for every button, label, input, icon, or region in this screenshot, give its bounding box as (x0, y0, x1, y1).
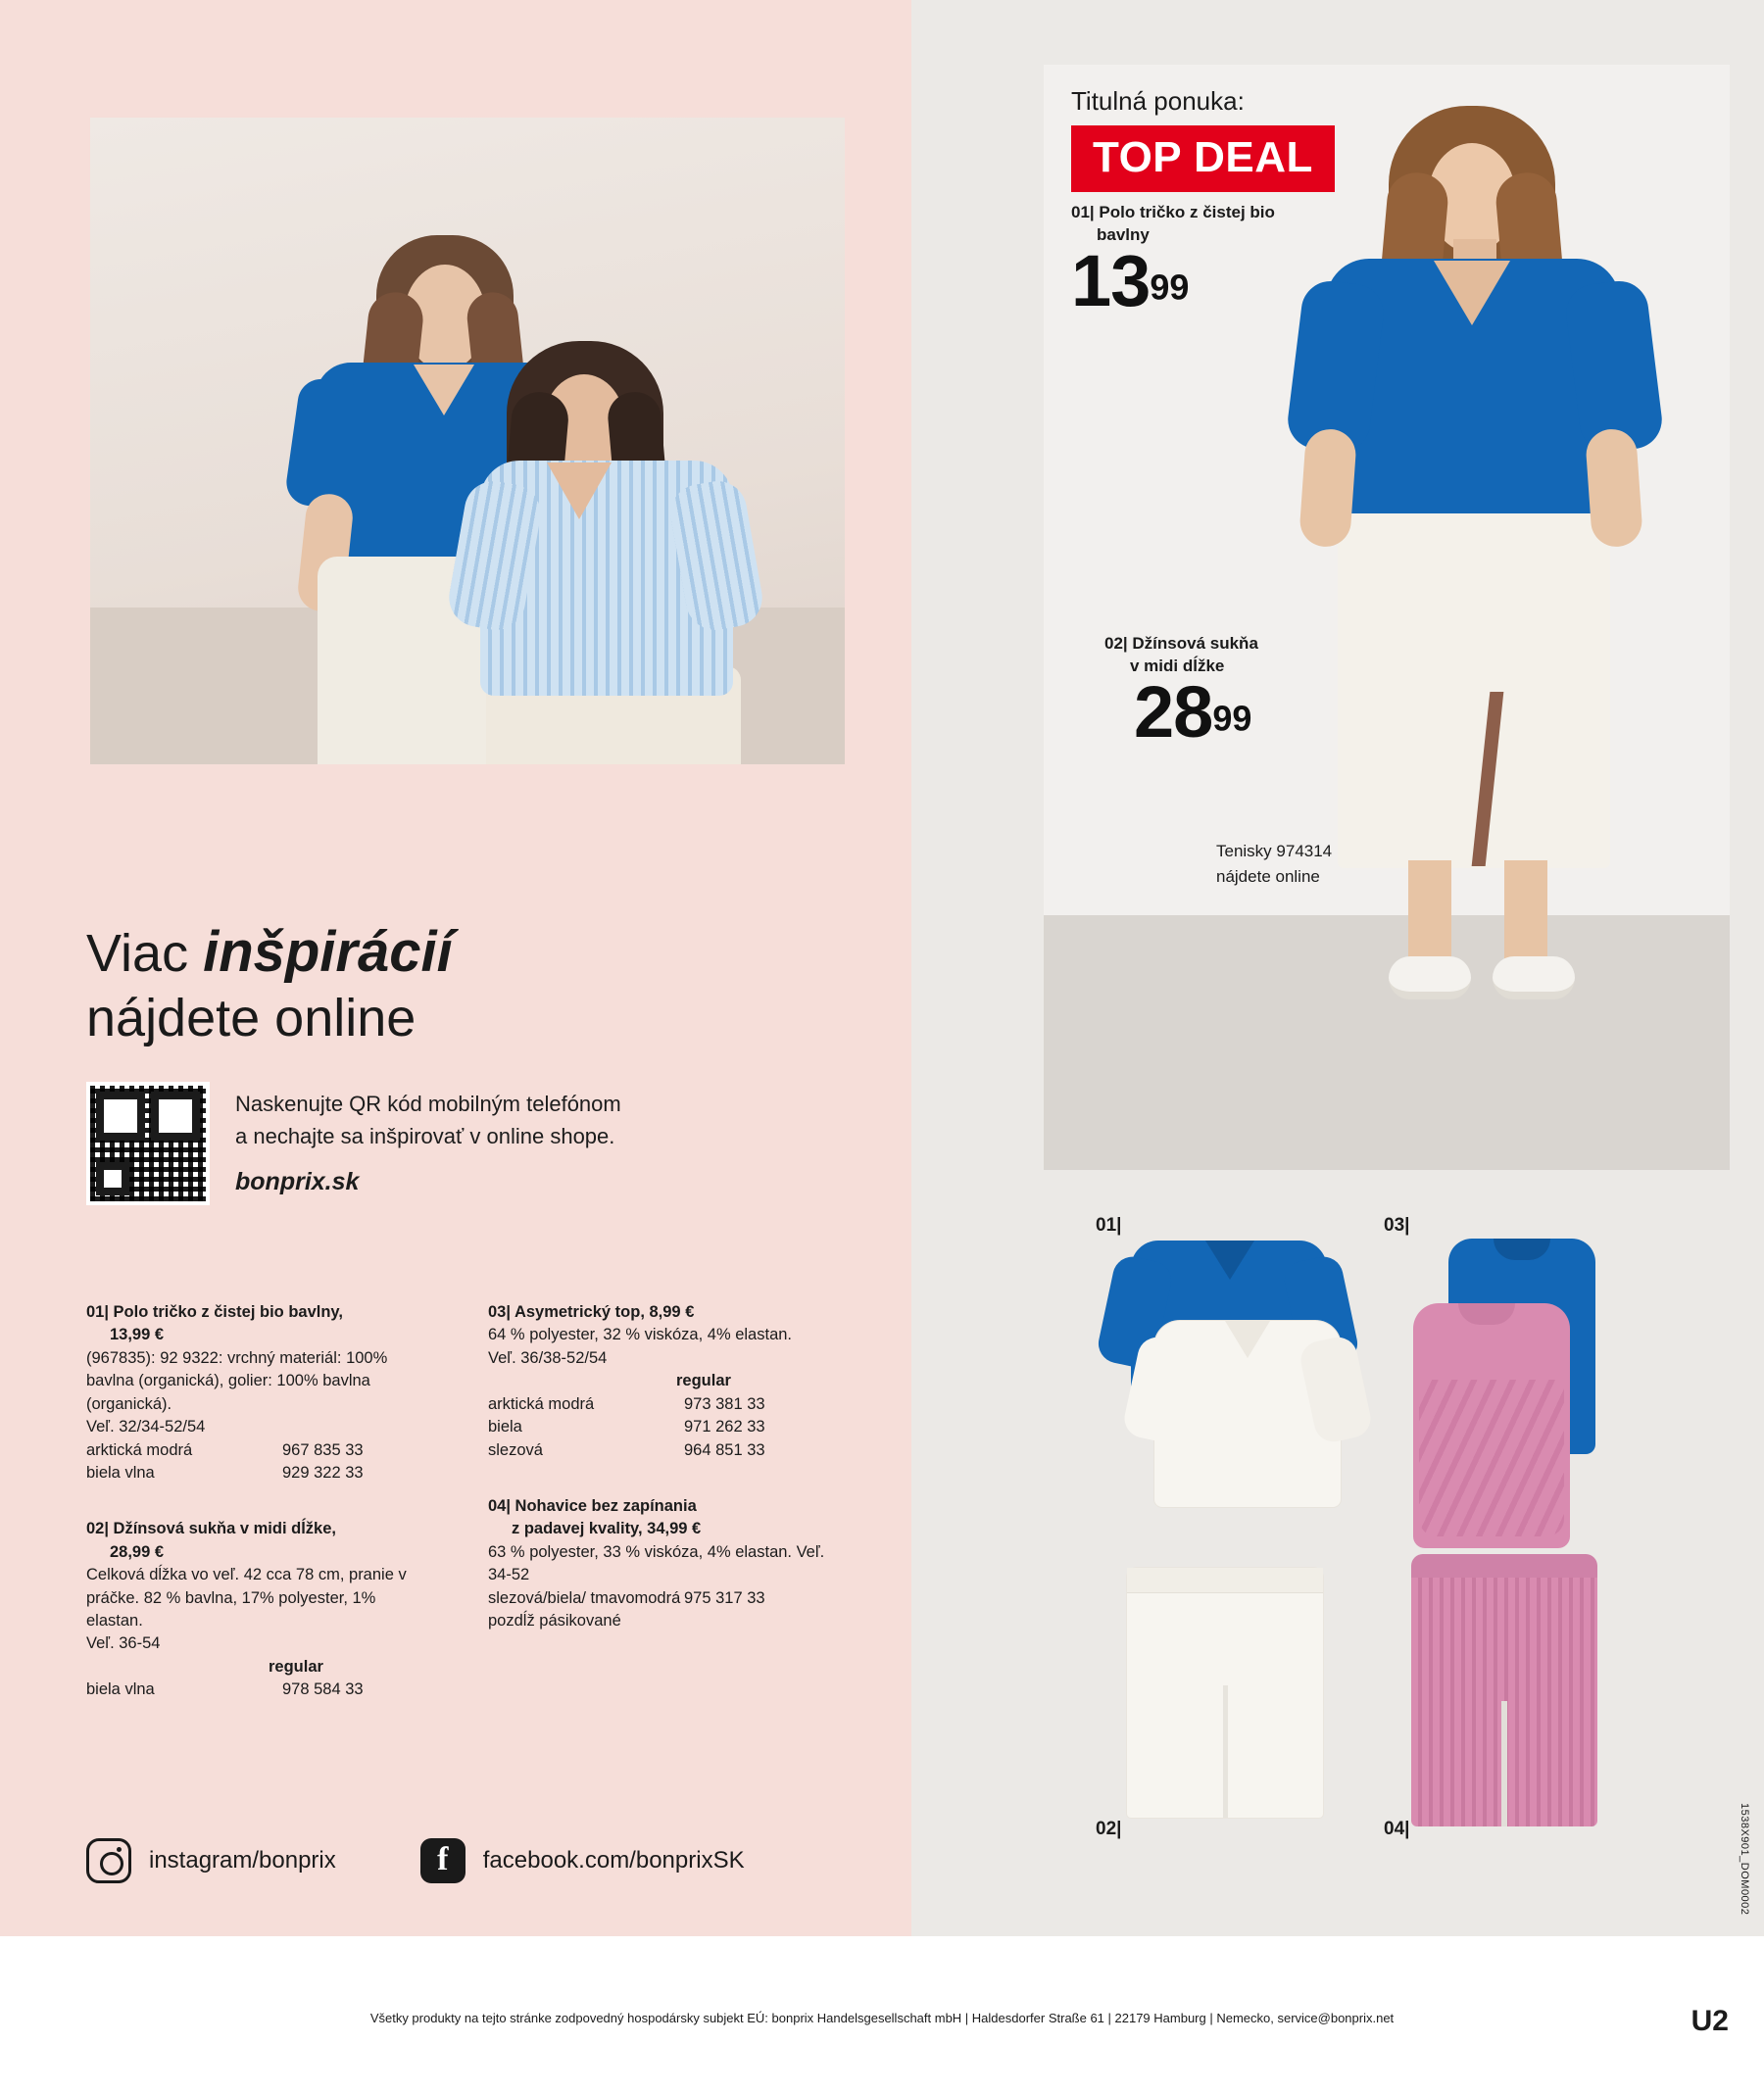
striped-trousers-waistband (1411, 1554, 1597, 1578)
deal-item-01-price-int: 13 (1071, 240, 1151, 321)
product-02-description: Celková dĺžka vo veľ. 42 cca 78 cm, pranie v práčke. 82 % bavlna, 17% polyester, 1% elastan. (86, 1566, 407, 1631)
qr-promo-block (86, 1082, 621, 1205)
qr-eye-bottom-left (96, 1162, 129, 1195)
deal-item-01-number: 01| (1071, 203, 1095, 221)
facebook-link[interactable] (420, 1838, 745, 1883)
product-03-sizes: Veľ. 36/38-52/54 (488, 1348, 608, 1367)
product-04-title: 04| Nohavice bez zapínania (488, 1496, 697, 1515)
product-03-title: 03| Asymetrický top, 8,99 € (488, 1303, 695, 1321)
product-03-description: 64 % polyester, 32 % viskóza, 4% elastan. (488, 1326, 793, 1344)
product-01-color-1: arktická modrá (86, 1440, 193, 1459)
product-03-fit-label: regular (676, 1372, 731, 1390)
headline-line2: nájdete online (86, 988, 416, 1047)
product-02-sizes: Veľ. 36-54 (86, 1634, 161, 1653)
details-column-right (488, 1301, 831, 1666)
product-01-description: (967835): 92 9322: vrchný materiál: 100% bavlna (organická), golier: 100% bavlna (organická). (86, 1348, 388, 1413)
instagram-link[interactable] (86, 1838, 336, 1883)
qr-instructions (235, 1082, 621, 1201)
product-02-fit-label: regular (269, 1657, 323, 1676)
product-02-color-1: biela vlna (86, 1680, 155, 1699)
deal-photo-floor (1044, 915, 1730, 1170)
grid-label-01: 01| (1096, 1215, 1122, 1236)
product-04-code-1: 975 317 33 (684, 1588, 765, 1607)
product-03-variant-row (488, 1439, 831, 1462)
deal-item-02-name-line2: v midi dĺžke (1130, 656, 1225, 675)
top-pink-drape (1419, 1380, 1564, 1536)
product-03-code-2: 971 262 33 (684, 1418, 765, 1436)
sneaker-note-line-2: nájdete online (1216, 866, 1320, 886)
product-03-variant-row (488, 1393, 831, 1416)
sneaker-note (1216, 839, 1332, 889)
shop-url[interactable]: bonprix.sk (235, 1168, 360, 1195)
footer-legal-text: Všetky produkty na tejto stránke zodpovedný hospodársky subjekt EÚ: bonprix Handelsgesellschaft mbH | Haldesdorfer Straße 61 | 22179 Hamburg | Nemecko, service@bonprix.net (369, 2011, 1395, 2025)
social-links (86, 1838, 745, 1883)
product-block-04 (488, 1495, 831, 1633)
white-skirt-waistband (1127, 1568, 1323, 1593)
product-block-03 (488, 1301, 831, 1462)
lifestyle-photo (90, 118, 845, 764)
product-01-price: 13,99 € (110, 1326, 165, 1344)
instagram-label: instagram/bonprix (149, 1847, 336, 1874)
deal-item-02-price-int: 28 (1134, 671, 1213, 753)
facebook-icon: f (420, 1838, 466, 1883)
product-block-02 (86, 1518, 429, 1701)
deal-model-sneaker-right (1493, 956, 1575, 999)
instagram-icon (86, 1838, 131, 1883)
grid-label-02: 02| (1096, 1819, 1122, 1839)
sneaker-note-line-1: Tenisky 974314 (1216, 842, 1333, 860)
product-02-title: 02| Džínsová sukňa v midi dĺžke, (86, 1520, 336, 1538)
striped-trousers-leg-gap (1501, 1701, 1507, 1826)
product-02-price: 28,99 € (110, 1542, 165, 1561)
product-image-asymmetric-top (1384, 1233, 1648, 1546)
grid-label-04: 04| (1384, 1819, 1410, 1839)
top-deal-card (1044, 65, 1730, 1170)
product-01-variant-row (86, 1439, 429, 1462)
product-01-title: 01| Polo tričko z čistej bio bavlny, (86, 1303, 343, 1321)
product-02-code-1: 978 584 33 (282, 1680, 364, 1699)
print-side-code: 1538X901_DOM0002 (1739, 1803, 1750, 1916)
page-title (86, 921, 694, 1047)
deal-model-arm-right (1585, 427, 1643, 548)
headline-line1-emphasis: inšpirácií (203, 920, 453, 984)
grid-label-03: 03| (1384, 1215, 1410, 1236)
product-image-polo-shirt (1096, 1233, 1360, 1527)
deal-item-01-price-dec: 99 (1150, 267, 1190, 308)
page-number: U2 (1690, 2005, 1729, 2037)
product-04-variant-row (488, 1587, 831, 1633)
deal-item-01-name-line2: bavlny (1097, 224, 1150, 244)
deal-item-02-name-line1: Džínsová sukňa (1132, 634, 1258, 653)
product-03-color-3: slezová (488, 1440, 543, 1459)
deal-header: Titulná ponuka: (1071, 86, 1245, 116)
product-03-code-1: 973 381 33 (684, 1394, 765, 1413)
product-01-color-2: biela vlna (86, 1463, 155, 1482)
details-column-left (86, 1301, 429, 1735)
product-04-color-1: slezová/biela/ tmavomodrá pozdĺž pásikované (488, 1588, 681, 1631)
deal-item-01-name-line1: Polo tričko z čistej bio (1099, 203, 1275, 221)
deal-item-01-price (1071, 239, 1189, 322)
qr-code-icon[interactable] (86, 1082, 210, 1205)
deal-model-sneaker-left (1389, 956, 1471, 999)
facebook-label: facebook.com/bonprixSK (482, 1847, 745, 1874)
deal-model-arm-left (1298, 427, 1357, 548)
top-deal-badge: TOP DEAL (1071, 125, 1335, 192)
product-03-code-3: 964 851 33 (684, 1440, 765, 1459)
product-04-description: 63 % polyester, 33 % viskóza, 4% elastan. Veľ. 34-52 (488, 1542, 825, 1584)
white-skirt-slit (1223, 1685, 1228, 1818)
product-01-code-1: 967 835 33 (282, 1440, 364, 1459)
deal-model-leg-right (1504, 860, 1547, 968)
deal-item-02-number: 02| (1104, 634, 1128, 653)
deal-model-leg-left (1408, 860, 1451, 968)
product-03-variant-row (488, 1416, 831, 1438)
headline-line1-prefix: Viac (86, 924, 204, 983)
product-03-color-1: arktická modrá (488, 1394, 595, 1413)
qr-text-line-1: Naskenujte QR kód mobilným telefónom (235, 1092, 621, 1116)
product-01-code-2: 929 322 33 (282, 1463, 364, 1482)
qr-text-line-2: a nechajte sa inšpirovať v online shope. (235, 1124, 615, 1148)
product-image-white-skirt (1127, 1568, 1343, 1823)
product-04-title-2: z padavej kvality, 34,99 € (512, 1520, 702, 1538)
product-03-color-2: biela (488, 1418, 522, 1436)
deal-item-02-price-dec: 99 (1212, 698, 1252, 739)
product-block-01 (86, 1301, 429, 1485)
product-01-variant-row (86, 1462, 429, 1485)
product-image-striped-trousers (1411, 1554, 1627, 1828)
deal-item-02-price (1134, 670, 1251, 754)
product-01-sizes: Veľ. 32/34-52/54 (86, 1418, 206, 1436)
product-02-variant-row (86, 1679, 429, 1701)
